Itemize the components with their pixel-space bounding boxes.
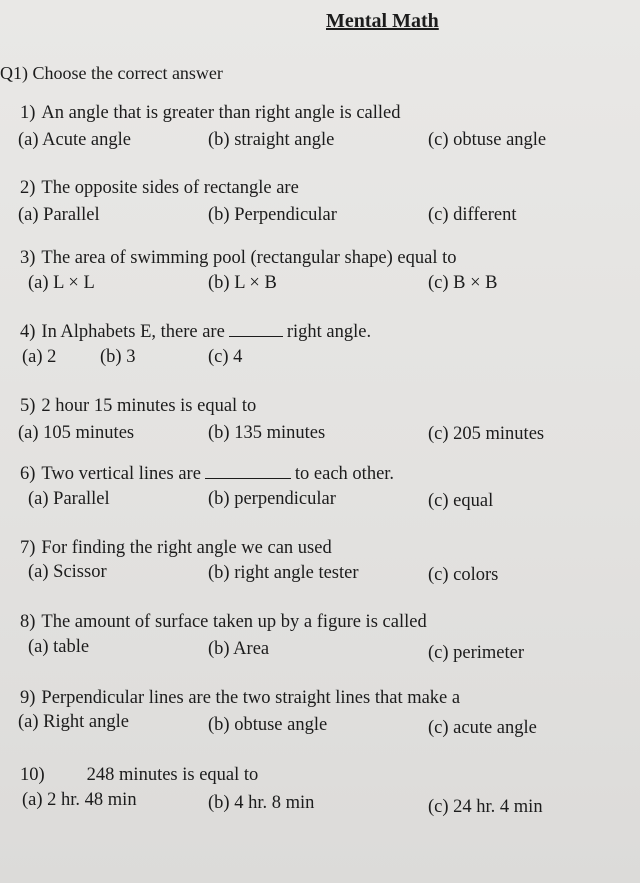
q3-option-a: (a) L × L bbox=[28, 273, 95, 293]
q10-option-a: (a) 2 hr. 48 min bbox=[22, 790, 137, 810]
q8-option-c: (c) perimeter bbox=[428, 643, 525, 663]
question-text-end: right angle. bbox=[286, 322, 372, 342]
answer-blank bbox=[205, 478, 291, 479]
q7-option-b: (b) right angle tester bbox=[208, 563, 359, 583]
q9-option-b: (b) obtuse angle bbox=[208, 715, 328, 735]
q5-option-b: (b) 135 minutes bbox=[208, 423, 326, 443]
question-10 bbox=[20, 765, 258, 786]
question-text: 2 hour 15 minutes is equal to bbox=[41, 396, 257, 416]
q2-option-c: (c) different bbox=[428, 205, 517, 225]
question-3 bbox=[20, 248, 457, 269]
question-number: 10) bbox=[20, 765, 45, 785]
q9-option-a: (a) Right angle bbox=[18, 712, 129, 732]
q4-option-c: (c) 4 bbox=[208, 347, 243, 367]
q2-option-b: (b) Perpendicular bbox=[208, 205, 337, 225]
question-number: 6) bbox=[20, 464, 36, 484]
question-number: 5) bbox=[20, 396, 36, 416]
question-number: 8) bbox=[20, 612, 36, 632]
question-text-start: Two vertical lines are bbox=[41, 464, 201, 484]
question-text-start: In Alphabets E, there are bbox=[41, 322, 225, 342]
question-2 bbox=[20, 178, 299, 199]
q8-option-a: (a) table bbox=[28, 637, 90, 657]
question-text-end: to each other. bbox=[294, 464, 395, 484]
section-heading: Q1) Choose the correct answer bbox=[0, 63, 223, 83]
question-5 bbox=[20, 396, 256, 417]
question-text: The amount of surface taken up by a figure is called bbox=[41, 612, 427, 632]
question-text: An angle that is greater than right angle is called bbox=[41, 103, 401, 123]
question-4 bbox=[20, 322, 371, 343]
q7-option-c: (c) colors bbox=[428, 565, 499, 585]
answer-blank bbox=[229, 336, 283, 337]
question-number: 9) bbox=[20, 688, 36, 708]
page-title: Mental Math bbox=[326, 10, 439, 32]
question-number: 1) bbox=[20, 103, 36, 123]
question-6 bbox=[20, 464, 394, 485]
question-7 bbox=[20, 538, 332, 559]
q6-option-a: (a) Parallel bbox=[28, 489, 110, 509]
question-number: 4) bbox=[20, 322, 36, 342]
question-number: 7) bbox=[20, 538, 36, 558]
q7-option-a: (a) Scissor bbox=[28, 562, 107, 582]
q10-option-b: (b) 4 hr. 8 min bbox=[208, 793, 315, 813]
q9-option-c: (c) acute angle bbox=[428, 718, 537, 738]
q1-option-a: (a) Acute angle bbox=[18, 130, 131, 150]
question-text: Perpendicular lines are the two straight lines that make a bbox=[41, 688, 461, 708]
q1-option-c: (c) obtuse angle bbox=[428, 130, 547, 150]
q10-option-c: (c) 24 hr. 4 min bbox=[428, 797, 543, 817]
question-text: For finding the right angle we can used bbox=[41, 538, 332, 558]
q2-option-a: (a) Parallel bbox=[18, 205, 100, 225]
q4-option-b: (b) 3 bbox=[100, 347, 136, 367]
question-text: 248 minutes is equal to bbox=[86, 765, 259, 785]
question-number: 2) bbox=[20, 178, 36, 198]
q4-option-a: (a) 2 bbox=[22, 347, 57, 367]
question-8 bbox=[20, 612, 427, 633]
q5-option-a: (a) 105 minutes bbox=[18, 423, 135, 443]
q5-option-c: (c) 205 minutes bbox=[428, 424, 545, 444]
question-text: The opposite sides of rectangle are bbox=[41, 178, 299, 198]
q6-option-c: (c) equal bbox=[428, 491, 494, 511]
q3-option-b: (b) L × B bbox=[208, 273, 277, 293]
q1-option-b: (b) straight angle bbox=[208, 130, 335, 150]
question-1 bbox=[20, 103, 401, 124]
question-number: 3) bbox=[20, 248, 36, 268]
q3-option-c: (c) B × B bbox=[428, 273, 498, 293]
q8-option-b: (b) Area bbox=[208, 639, 270, 659]
q6-option-b: (b) perpendicular bbox=[208, 489, 336, 509]
question-9 bbox=[20, 688, 460, 709]
question-text: The area of swimming pool (rectangular shape) equal to bbox=[41, 248, 457, 268]
